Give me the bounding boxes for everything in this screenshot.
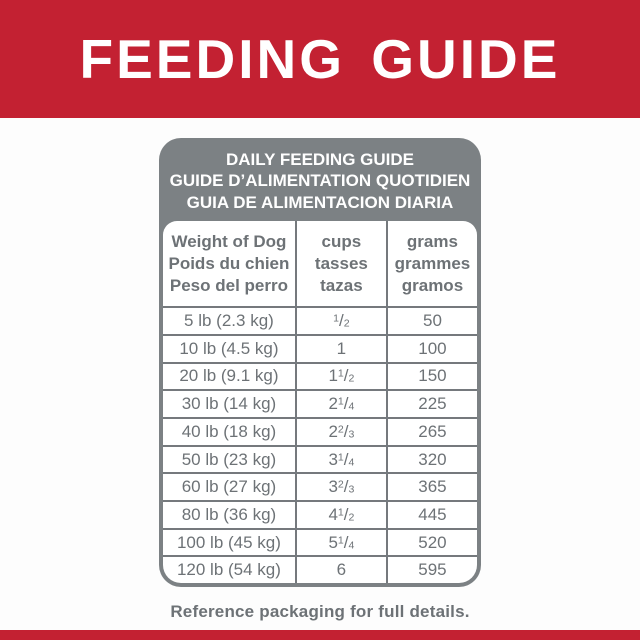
column-header-grams-en: grams — [406, 231, 458, 251]
column-header-grams — [386, 221, 477, 306]
table-row — [163, 306, 477, 334]
feeding-table — [159, 138, 481, 587]
cups-cell: 4 $^1$/2 — [295, 500, 386, 528]
table-row — [163, 334, 477, 362]
grams-cell: 100 — [386, 334, 477, 362]
weight-cell: 30 lb (14 kg) — [163, 389, 295, 417]
table-row — [163, 362, 477, 390]
table-row — [163, 417, 477, 445]
grams-cell: 265 — [386, 417, 477, 445]
weight-cell: 100 lb (45 kg) — [163, 528, 295, 556]
table-row — [163, 472, 477, 500]
column-header-weight-fr: Poids du chien — [168, 253, 290, 273]
weight-cell: 40 lb (18 kg) — [163, 417, 295, 445]
column-header-weight-en: Weight of Dog — [171, 231, 287, 251]
column-header-weight — [163, 221, 295, 306]
table-title-line-es: GUIA DE ALIMENTACION DIARIA — [186, 192, 454, 212]
weight-cell: 20 lb (9.1 kg) — [163, 362, 295, 390]
bottom-band — [0, 630, 640, 640]
column-header-grams-es: gramos — [401, 275, 464, 295]
column-header-cups-es: tazas — [320, 275, 363, 295]
cups-cell: 2 $^1$/4 — [295, 389, 386, 417]
grams-cell: 150 — [386, 362, 477, 390]
grams-cell: 520 — [386, 528, 477, 556]
cups-cell: $^1$/2 — [295, 306, 386, 334]
grams-cell: 320 — [386, 445, 477, 473]
grams-cell: 365 — [386, 472, 477, 500]
column-header-weight-es: Peso del perro — [169, 275, 288, 295]
grams-cell: 225 — [386, 389, 477, 417]
table-row — [163, 389, 477, 417]
table-rows — [163, 306, 477, 583]
table-row — [163, 528, 477, 556]
column-header-row — [163, 221, 477, 306]
table-row — [163, 555, 477, 583]
top-band — [0, 0, 640, 118]
cups-cell: 5 $^1$/4 — [295, 528, 386, 556]
table-title — [163, 138, 477, 221]
grams-cell: 50 — [386, 306, 477, 334]
weight-cell: 5 lb (2.3 kg) — [163, 306, 295, 334]
footer-note: Reference packaging for full details. — [170, 602, 470, 622]
cups-cell: 1 — [295, 334, 386, 362]
table-row — [163, 500, 477, 528]
cups-cell: 3 $^1$/4 — [295, 445, 386, 473]
column-header-cups-en: cups — [321, 231, 362, 251]
grams-cell: 445 — [386, 500, 477, 528]
cups-cell: 6 — [295, 555, 386, 583]
cups-cell: 1 $^1$/2 — [295, 362, 386, 390]
table-title-line-en: DAILY FEEDING GUIDE — [226, 150, 414, 169]
grams-cell: 595 — [386, 555, 477, 583]
weight-cell: 80 lb (36 kg) — [163, 500, 295, 528]
column-header-cups-fr: tasses — [314, 253, 368, 273]
table-row — [163, 445, 477, 473]
weight-cell: 10 lb (4.5 kg) — [163, 334, 295, 362]
column-header-cups — [295, 221, 386, 306]
weight-cell: 60 lb (27 kg) — [163, 472, 295, 500]
cups-cell: 2 $^2$/3 — [295, 417, 386, 445]
table-title-line-fr: GUIDE D’ALIMENTATION QUOTIDIEN — [169, 171, 471, 191]
cups-cell: 3 $^2$/3 — [295, 472, 386, 500]
column-header-grams-fr: grammes — [394, 253, 471, 273]
weight-cell: 50 lb (23 kg) — [163, 445, 295, 473]
table-body — [163, 221, 477, 583]
weight-cell: 120 lb (54 kg) — [163, 555, 295, 583]
page-title: FEEDING GUIDE — [79, 28, 561, 90]
